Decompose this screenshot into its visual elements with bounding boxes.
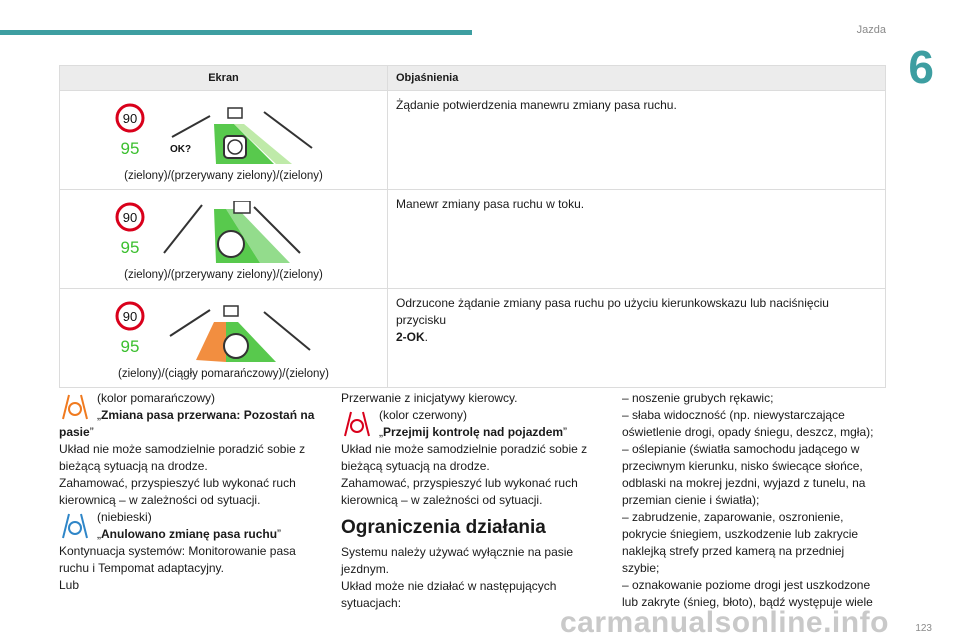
list-item: – noszenie grubych rękawic;: [622, 391, 774, 405]
col-header-explanation: Objaśnienia: [388, 66, 886, 91]
lane-orange: [196, 322, 226, 362]
section-heading: Ograniczenia działania: [341, 517, 546, 538]
vehicle-ahead-icon: [228, 108, 242, 118]
explanation-cell: Żądanie potwierdzenia manewru zmiany pasa ruchu.: [388, 91, 886, 190]
col2-p1: Systemu należy używać wyłącznie na pasie jezdnym.: [341, 545, 574, 576]
quote-open: „: [379, 425, 383, 439]
item-title: Przejmij kontrolę nad pojazdem: [383, 425, 564, 439]
chapter-number: 6: [908, 41, 934, 93]
item2-text2: Lub: [59, 578, 80, 592]
speed-limit-value: 90: [122, 309, 137, 324]
section-title: Jazda: [856, 24, 886, 36]
steering-wheel-icon: [224, 334, 248, 358]
screen-caption: (zielony)/(przerywany zielony)/(zielony): [124, 269, 323, 281]
table-row: [60, 91, 886, 190]
lane-change-rejected-icon: [114, 300, 334, 366]
right-road-edge: [264, 112, 312, 148]
top-accent-bar: [0, 30, 472, 35]
set-speed-value: 95: [120, 238, 139, 257]
speed-limit-value: 90: [122, 210, 137, 225]
text-column-1: [59, 390, 321, 594]
vehicle-ahead-icon: [224, 306, 238, 316]
quote-close: ”: [277, 527, 282, 541]
set-speed-value: 95: [120, 139, 139, 158]
item1-title: Zmiana pasa przerwana: Pozostań na pasie: [59, 408, 315, 439]
screen-cell: [60, 289, 388, 388]
item1-color: (kolor pomarańczowy): [97, 391, 216, 405]
quote-close: ”: [89, 425, 94, 439]
blue-lane-steering-icon: [59, 510, 91, 542]
left-road-edge: [172, 116, 210, 137]
item2-color: (niebieski): [97, 510, 152, 524]
item2-title: Anulowano zmianę pasa ruchu: [101, 527, 278, 541]
steering-wheel-icon: [218, 231, 244, 257]
explanation-cell: [388, 289, 886, 388]
ok-prompt-label: OK?: [169, 144, 191, 155]
item-text1: Układ nie może samodzielnie poradzić sobie z bieżącą sytuacją na drodze.: [341, 442, 588, 473]
list-item: – słaba widoczność (np. niewystarczające oświetlenie drogi, opady śniegu, deszcz, mgła);: [622, 408, 874, 439]
explanation-cell: Manewr zmiany pasa ruchu w toku.: [388, 190, 886, 289]
text-column-2: [341, 390, 603, 612]
item1-text2: Zahamować, przyspieszyć lub wykonać ruch kierownicą – w zależności od sytuacji.: [59, 476, 296, 507]
text-column-3: [622, 390, 884, 611]
screen-caption: (zielony)/(ciągły pomarańczowy)/(zielony): [118, 368, 329, 380]
quote-close: ”: [563, 425, 568, 439]
item-text2: Zahamować, przyspieszyć lub wykonać ruch kierownicą – w zależności od sytuacji.: [341, 476, 578, 507]
lane-change-request-icon: [114, 102, 334, 168]
list-item: – oznakowanie poziome drogi jest uszkodzone lub zakryte (śnieg, błoto), bądź występuje wiele: [622, 578, 873, 609]
quote-open: „: [97, 527, 101, 541]
screen-cell: [60, 91, 388, 190]
list-item: – zabrudzenie, zaparowanie, oszronienie, pokrycie śniegiem, uszkodzenie lub zakrycie naklejką strefy przed kamerą na przedniej szybie;: [622, 510, 859, 575]
item2-text1: Kontynuacja systemów: Monitorowanie pasa ruchu i Tempomat adaptacyjny.: [59, 544, 296, 575]
status-table: [59, 65, 886, 388]
orange-warning-steering-icon: [59, 391, 91, 423]
screen-cell: [60, 190, 388, 289]
left-road-edge: [164, 205, 202, 253]
vehicle-ahead-icon: [234, 201, 250, 213]
item1-text1: Układ nie może samodzielnie poradzić sobie z bieżącą sytuacją na drodze.: [59, 442, 306, 473]
quote-open: „: [97, 408, 101, 422]
speed-limit-value: 90: [122, 111, 137, 126]
left-road-edge: [170, 310, 210, 336]
explanation-text: Odrzucone żądanie zmiany pasa ruchu po użyciu kierunkowskazu lub naciśnięciu przycisku: [396, 296, 829, 327]
lane-change-in-progress-icon: [114, 201, 334, 267]
red-takeover-steering-icon: [341, 408, 373, 440]
col2-intro: Przerwanie z inicjatywy kierowcy.: [341, 391, 518, 405]
button-name: 2-OK: [396, 330, 425, 344]
explanation-end: .: [424, 330, 429, 344]
screen-caption: (zielony)/(przerywany zielony)/(zielony): [124, 170, 323, 182]
table-row: [60, 289, 886, 388]
right-road-edge: [264, 312, 310, 350]
table-row: [60, 190, 886, 289]
set-speed-value: 95: [120, 337, 139, 356]
item-color: (kolor czerwony): [379, 408, 468, 422]
list-item: – oślepianie (światła samochodu jadącego w przeciwnym kierunku, nisko świecące słońce, odblaski na mokrej jezdni, wyjazd z tunelu, na przemian cienie i światła);: [622, 442, 866, 507]
page-number: 123: [915, 623, 932, 634]
watermark: carmanualsonline.info: [560, 606, 889, 639]
col-header-screen: Ekran: [60, 66, 388, 91]
col2-p2: Układ może nie działać w następujących sytuacjach:: [341, 579, 557, 610]
